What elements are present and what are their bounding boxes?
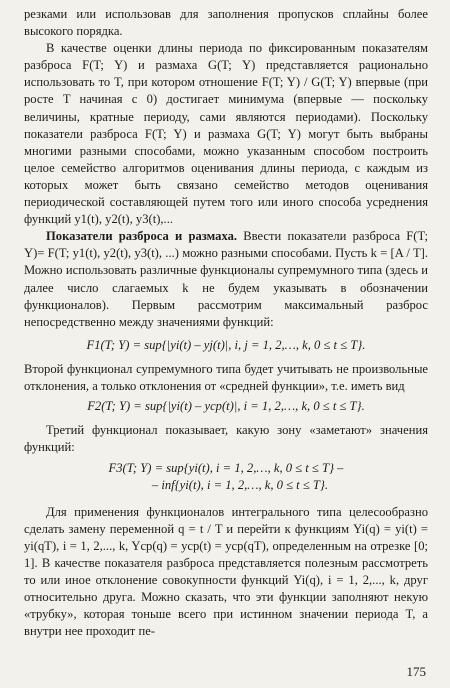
paragraph-second-functional: Второй функционал супремумного типа будет учитывать не произвольные отклонения, а только отклонения от «средней функции», т.е. иметь вид bbox=[24, 361, 428, 393]
formula-f2: F2(T; Y) = sup{|yi(t) – yср(t)|, i = 1, 2,…, k, 0 ≤ t ≤ T}. bbox=[87, 399, 365, 414]
paragraph-integral-functionals: Для применения функционалов интегрального типа целесообразно сделать замену переменной q = t / T и перейти к функциям Yi(q) = yi(t) = yi(qT), i = 1, 2,..., k, Yср(q) = yср(t) = yср(qT), определенным на отрезке [0; 1]. В качестве показателя разброса представляется полезным рассмотреть то или иное отклонение совокупности функций Yi(q), i = 1, 2,..., k, друг относительно друга. Можно сказать, что эти функции заполняют некую «трубку», которая тоньше всего при истинном значении периода T, а внутри нее проходит пе- bbox=[24, 504, 428, 639]
paragraph-continued: резками или использовав для заполнения пропусков сплайны более высокого порядка. bbox=[24, 7, 428, 39]
formula-f1: F1(T; Y) = sup{|yi(t) – yj(t)|, i, j = 1, 2,…, k, 0 ≤ t ≤ T}. bbox=[86, 337, 366, 352]
paragraph-spread-indicators bbox=[24, 228, 428, 331]
section-heading: Показатели разброса и размаха. bbox=[46, 229, 238, 244]
paragraph-period-estimate: В качестве оценки длины периода по фиксированным показателям разброса F(T; Y) и размаха G(T; Y) представляется рационально использовать то T, при котором отношение F(T; Y) / G(T; Y) впервые (при росте T начиная с 0) достигает минимума (впервые — поскольку величины, кратные периоду, сами являются периодами). Поскольку показатели разброса F(T; Y) и размаха G(T; Y) могут быть выбраны многими разными способами, можно указанным способом построить целое семейство алгоритмов оценивания длины периода, с каждым из которых может быть связано семейство методов оценивания периодической составляющей путем того или иного способа усреднения функций y1(t), y2(t), y3(t),... bbox=[24, 41, 428, 227]
paragraph-spread-text: Ввести показатели разброса F(T; Y)= F(T; y1(t), y2(t), y3(t), ...) можно разными способами. Пусть k = [A / T]. Можно использовать различные функционалы супремумного типа (здесь и далее число слагаемых k не будем указывать в обозначении функционалов). Первым рассмотрим максимальный разброс непосредственно между значениями функций: bbox=[24, 229, 428, 329]
body-text bbox=[24, 6, 428, 640]
formula-f3-line1: F3(T; Y) = sup{yi(t), i = 1, 2,…, k, 0 ≤ t ≤ T} – bbox=[108, 461, 344, 476]
formula-f3 bbox=[24, 460, 428, 494]
page-number: 175 bbox=[406, 664, 426, 679]
paragraph-third-functional: Третий функционал показывает, какую зону «заметают» значения функций: bbox=[24, 423, 428, 455]
formula-f3-line2: – inf{yi(t), i = 1, 2,…, k, 0 ≤ t ≤ T}. bbox=[151, 478, 329, 493]
